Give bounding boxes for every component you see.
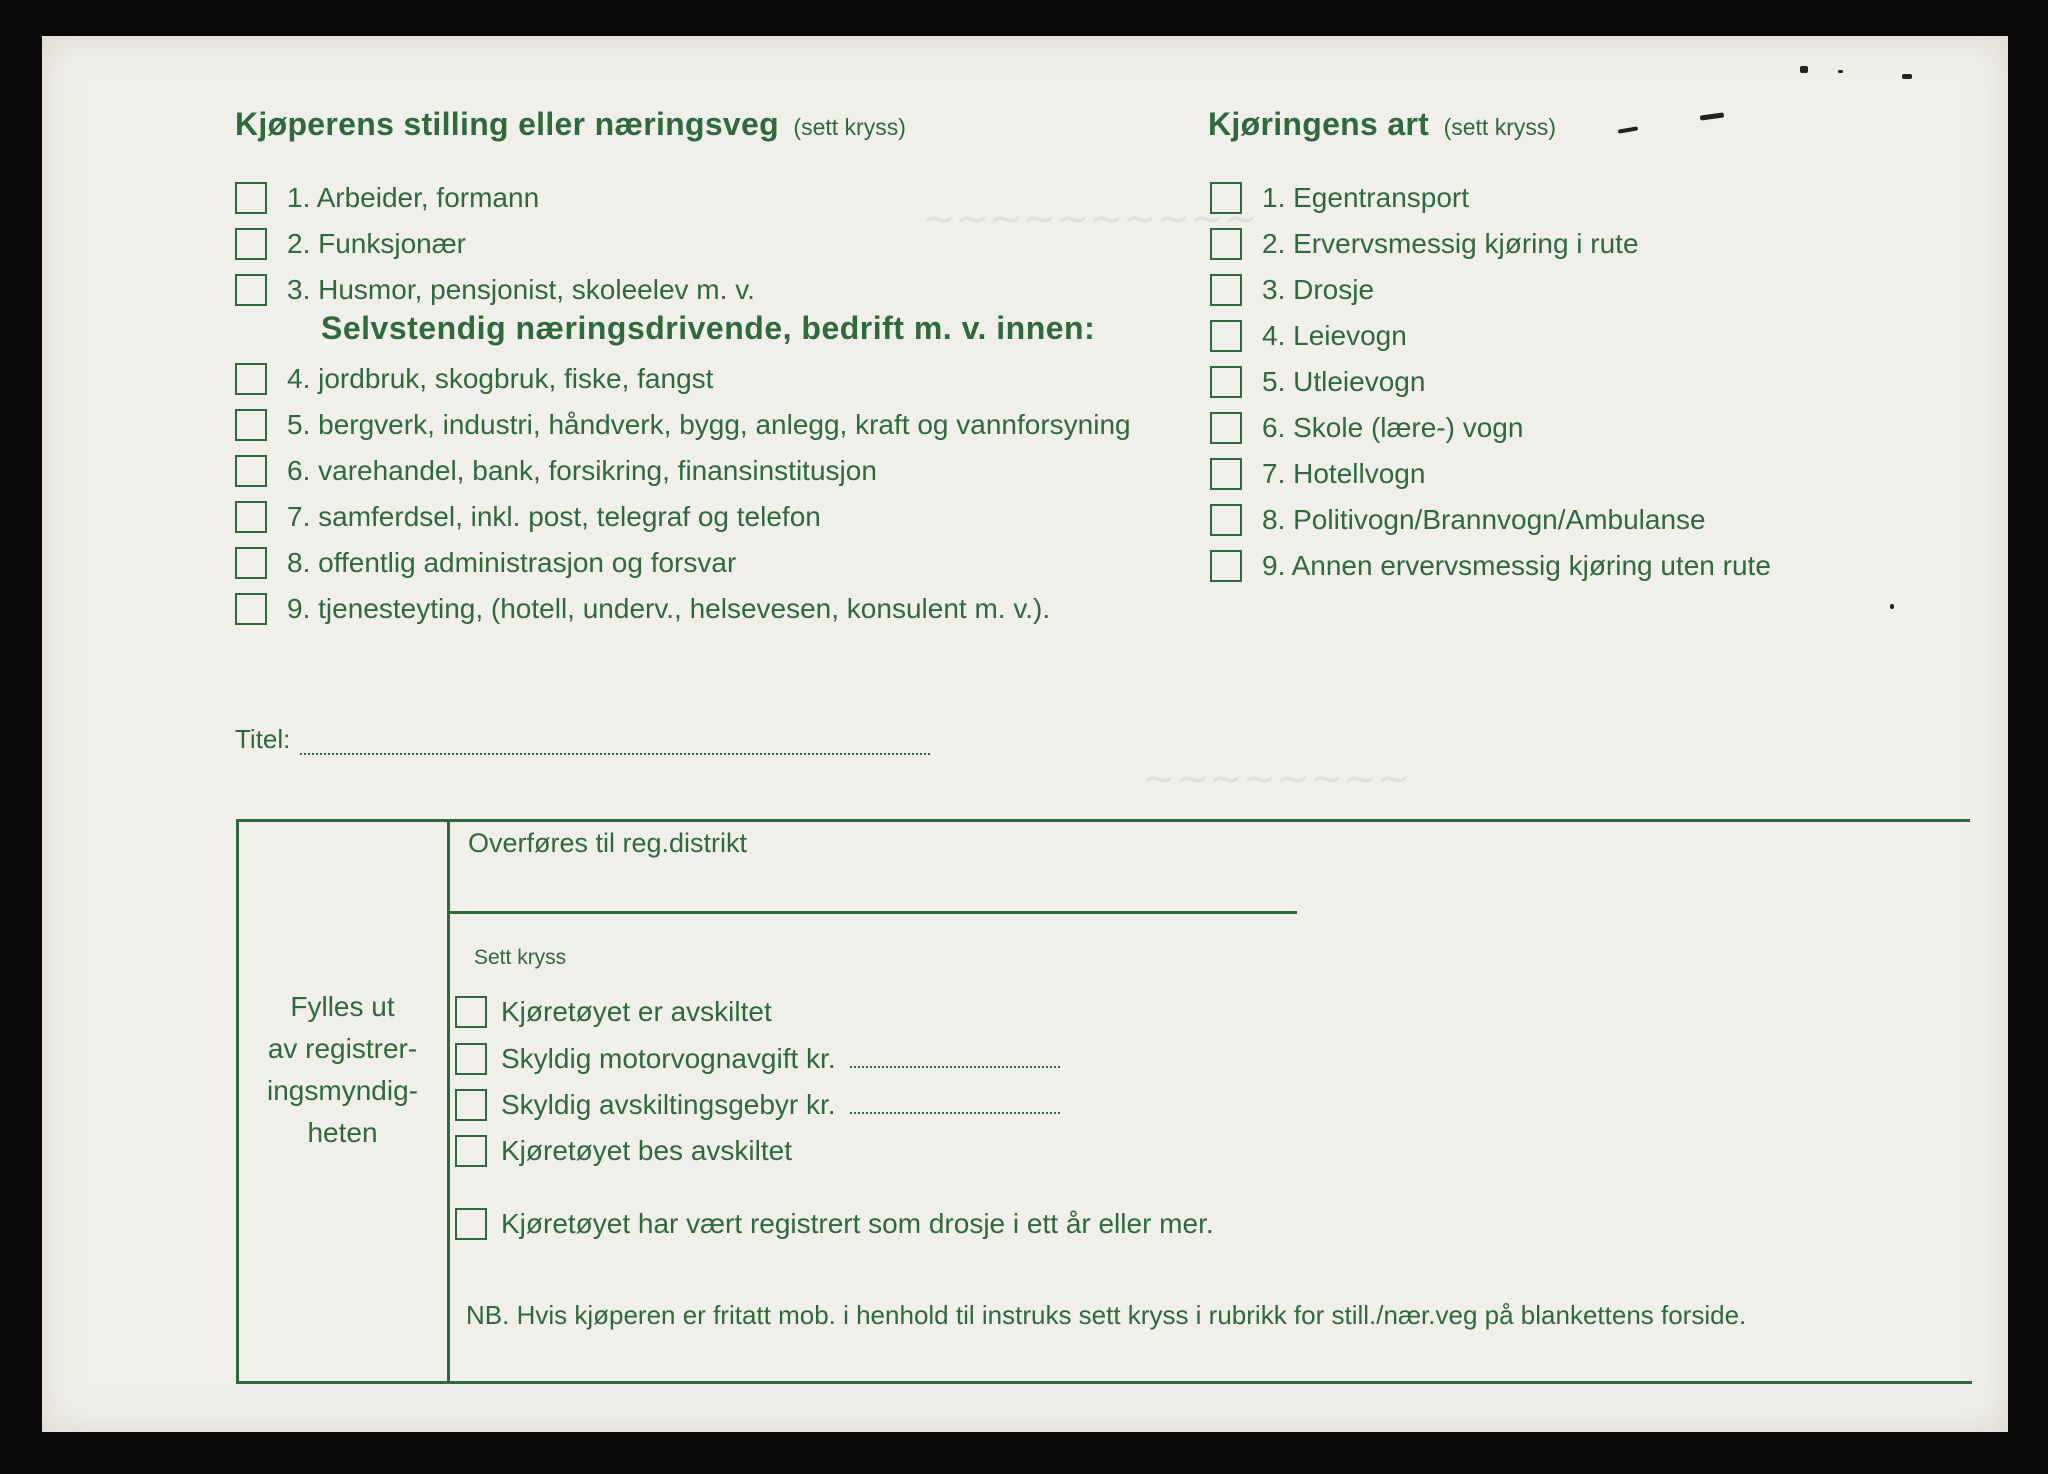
- box-top-rule: [238, 819, 1970, 822]
- speck-mark: [1902, 74, 1912, 79]
- speck-mark: [1838, 70, 1843, 73]
- side-label-line: ingsmyndig-: [267, 1075, 418, 1106]
- driving-type-list: [1210, 175, 1771, 589]
- checkbox[interactable]: [235, 182, 267, 214]
- occupation-option[interactable]: [235, 586, 1131, 632]
- checkbox[interactable]: [235, 363, 267, 395]
- buyer-occupation-heading: Kjøperens stilling eller næringsveg: [235, 106, 779, 142]
- driving-type-option[interactable]: [1210, 543, 1771, 589]
- title-label: Titel:: [235, 724, 291, 754]
- form-sheet: [42, 36, 2008, 1432]
- occupation-option[interactable]: [235, 448, 1131, 494]
- occupation-option[interactable]: [235, 356, 1131, 402]
- title-input-line[interactable]: [300, 733, 930, 755]
- check-label: Kjøretøyet er avskiltet: [501, 996, 772, 1027]
- occupation-option[interactable]: [235, 494, 1131, 540]
- checkbox[interactable]: [1210, 274, 1242, 306]
- option-label: 6. Skole (lære-) vogn: [1262, 412, 1524, 443]
- side-label: [238, 986, 447, 1154]
- checkbox[interactable]: [1210, 550, 1242, 582]
- driving-type-option[interactable]: [1210, 451, 1771, 497]
- checkbox[interactable]: [1210, 366, 1242, 398]
- heading-note: (sett kryss): [1443, 114, 1557, 140]
- driving-type-option[interactable]: [1210, 267, 1771, 313]
- speck-mark: [1890, 604, 1894, 609]
- checkbox[interactable]: [1210, 412, 1242, 444]
- option-label: 3. Drosje: [1262, 274, 1375, 305]
- checkbox[interactable]: [235, 455, 267, 487]
- transfer-underline: [450, 911, 1297, 914]
- check-row-motorvognavgift[interactable]: [455, 1036, 1060, 1082]
- option-label: 5. bergverk, industri, håndverk, bygg, anlegg, kraft og vannforsyning: [287, 409, 1131, 440]
- title-field[interactable]: [235, 724, 930, 755]
- driving-type-option[interactable]: [1210, 175, 1771, 221]
- side-label-line: heten: [307, 1117, 378, 1148]
- amount-input-line[interactable]: [850, 1096, 1060, 1114]
- driving-type-option[interactable]: [1210, 497, 1771, 543]
- checkbox[interactable]: [235, 501, 267, 533]
- check-label: Skyldig avskiltingsgebyr kr.: [501, 1089, 836, 1120]
- option-label: 5. Utleievogn: [1262, 366, 1426, 397]
- option-label: 6. varehandel, bank, forsikring, finansinstitusjon: [287, 455, 877, 486]
- speck-mark: [1618, 126, 1638, 133]
- option-label: 1. Arbeider, formann: [287, 182, 540, 213]
- check-row-avskiltet[interactable]: [455, 988, 1060, 1036]
- checkbox[interactable]: [235, 409, 267, 441]
- occupation-list-top: [235, 175, 755, 313]
- driving-type-option[interactable]: [1210, 313, 1771, 359]
- option-label: 2. Ervervsmessig kjøring i rute: [1262, 228, 1639, 259]
- occupation-option[interactable]: [235, 267, 755, 313]
- check-row-avskiltingsgebyr[interactable]: [455, 1082, 1060, 1128]
- occupation-option[interactable]: [235, 175, 755, 221]
- speck-mark: [1800, 66, 1808, 73]
- checkbox[interactable]: [455, 1089, 487, 1121]
- check-row-drosje[interactable]: [455, 1208, 1214, 1240]
- occupation-option[interactable]: [235, 221, 755, 267]
- left-section-heading: [235, 106, 906, 143]
- occupation-option[interactable]: [235, 540, 1131, 586]
- check-label: Kjøretøyet har vært registrert som drosje i ett år eller mer.: [501, 1208, 1214, 1239]
- heading-note: (sett kryss): [793, 114, 906, 140]
- option-label: 1. Egentransport: [1262, 182, 1470, 213]
- registration-checks: [455, 988, 1060, 1174]
- self-employed-subheading: Selvstendig næringsdrivende, bedrift m. v. innen:: [321, 310, 1096, 346]
- occupation-list-bottom: [235, 356, 1131, 632]
- checkbox[interactable]: [455, 1208, 487, 1240]
- option-label: 9. tjenesteyting, (hotell, underv., helsevesen, konsulent m. v.).: [287, 593, 1051, 624]
- nb-note: NB. Hvis kjøperen er fritatt mob. i henhold til instruks sett kryss i rubrikk for still./nær.veg på blankettens forside.: [466, 1300, 1747, 1330]
- driving-type-option[interactable]: [1210, 221, 1771, 267]
- checkbox[interactable]: [455, 1043, 487, 1075]
- side-label-line: Fylles ut: [290, 991, 395, 1022]
- driving-type-option[interactable]: [1210, 359, 1771, 405]
- box-divider-rule: [447, 821, 450, 1383]
- checkbox[interactable]: [235, 593, 267, 625]
- checkbox[interactable]: [1210, 504, 1242, 536]
- checkbox[interactable]: [235, 274, 267, 306]
- right-section-heading: [1208, 106, 1556, 143]
- option-label: 7. Hotellvogn: [1262, 458, 1426, 489]
- sett-kryss-label: Sett kryss: [474, 946, 567, 969]
- side-label-line: av registrer-: [267, 1033, 418, 1064]
- box-bottom-rule: [236, 1381, 1972, 1384]
- option-label: 3. Husmor, pensjonist, skoleelev m. v.: [287, 274, 755, 305]
- occupation-option[interactable]: [235, 402, 1131, 448]
- bleed-through-mark: ~~~~~~~~~~: [922, 196, 1258, 242]
- checkbox[interactable]: [1210, 182, 1242, 214]
- checkbox[interactable]: [1210, 320, 1242, 352]
- checkbox[interactable]: [1210, 228, 1242, 260]
- check-row-bes-avskiltet[interactable]: [455, 1128, 1060, 1174]
- option-label: 9. Annen ervervsmessig kjøring uten rute: [1262, 550, 1771, 581]
- bleed-through-mark: ~~~~~~~~: [1142, 756, 1411, 802]
- checkbox[interactable]: [235, 228, 267, 260]
- option-label: 8. offentlig administrasjon og forsvar: [287, 547, 737, 578]
- option-label: 2. Funksjonær: [287, 228, 466, 259]
- option-label: 4. Leievogn: [1262, 320, 1407, 351]
- transfer-label: Overføres til reg.distrikt: [468, 828, 748, 858]
- driving-type-option[interactable]: [1210, 405, 1771, 451]
- checkbox[interactable]: [235, 547, 267, 579]
- checkbox[interactable]: [455, 1135, 487, 1167]
- checkbox[interactable]: [1210, 458, 1242, 490]
- driving-type-heading: Kjøringens art: [1208, 106, 1430, 142]
- option-label: 4. jordbruk, skogbruk, fiske, fangst: [287, 363, 714, 394]
- amount-input-line[interactable]: [850, 1050, 1060, 1068]
- speck-mark: [1700, 112, 1724, 120]
- check-label: Skyldig motorvognavgift kr.: [501, 1043, 836, 1074]
- check-label: Kjøretøyet bes avskiltet: [501, 1135, 792, 1166]
- option-label: 7. samferdsel, inkl. post, telegraf og telefon: [287, 501, 821, 532]
- option-label: 8. Politivogn/Brannvogn/Ambulanse: [1262, 504, 1706, 535]
- checkbox[interactable]: [455, 996, 487, 1028]
